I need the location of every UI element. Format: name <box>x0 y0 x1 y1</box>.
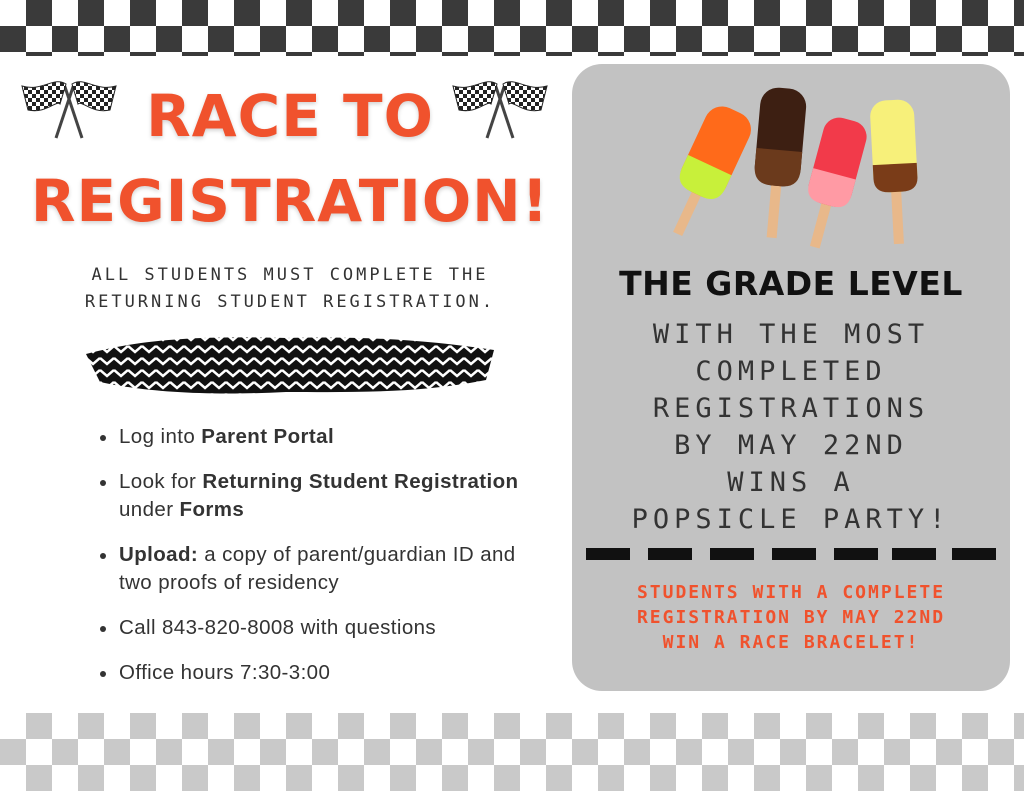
list-item: Look for Returning Student Registration under Forms <box>98 468 538 524</box>
panel-body <box>582 316 1000 538</box>
bracelet-note-line: REGISTRATION BY MAY 22ND <box>636 607 946 628</box>
panel-body-line: WINS A <box>727 467 855 498</box>
tire-track-icon <box>86 330 494 400</box>
popsicle-icon <box>656 86 928 252</box>
panel-body-line: COMPLETED <box>695 356 887 387</box>
subtitle <box>30 262 550 316</box>
list-item: Upload: a copy of parent/guardian ID and two proofs of residency <box>98 541 538 597</box>
list-item: Log into Parent Portal <box>98 423 538 451</box>
list-item: Call 843-820-8008 with questions <box>98 614 538 642</box>
title-line-1: RACE TO <box>146 82 434 150</box>
dash-divider <box>586 546 996 562</box>
title-line-2: REGISTRATION! <box>30 167 550 235</box>
panel-title: THE GRADE LEVEL <box>619 264 963 303</box>
panel-body-line: REGISTRATIONS <box>652 393 930 424</box>
panel-body-line: BY MAY 22ND <box>674 430 908 461</box>
checkered-border-top <box>0 0 1024 56</box>
instruction-list <box>98 423 538 704</box>
list-item: Office hours 7:30-3:00 <box>98 659 538 687</box>
subtitle-line-2: RETURNING STUDENT REGISTRATION. <box>84 292 496 312</box>
subtitle-line-1: ALL STUDENTS MUST COMPLETE THE <box>91 265 489 285</box>
panel-body-line: POPSICLE PARTY! <box>631 504 951 535</box>
bracelet-note-line: STUDENTS WITH A COMPLETE <box>636 582 946 603</box>
bracelet-note <box>582 580 1000 655</box>
bracelet-note-line: WIN A RACE BRACELET! <box>662 632 920 653</box>
checkered-border-bottom <box>0 713 1024 791</box>
panel-body-line: WITH THE MOST <box>652 319 930 350</box>
